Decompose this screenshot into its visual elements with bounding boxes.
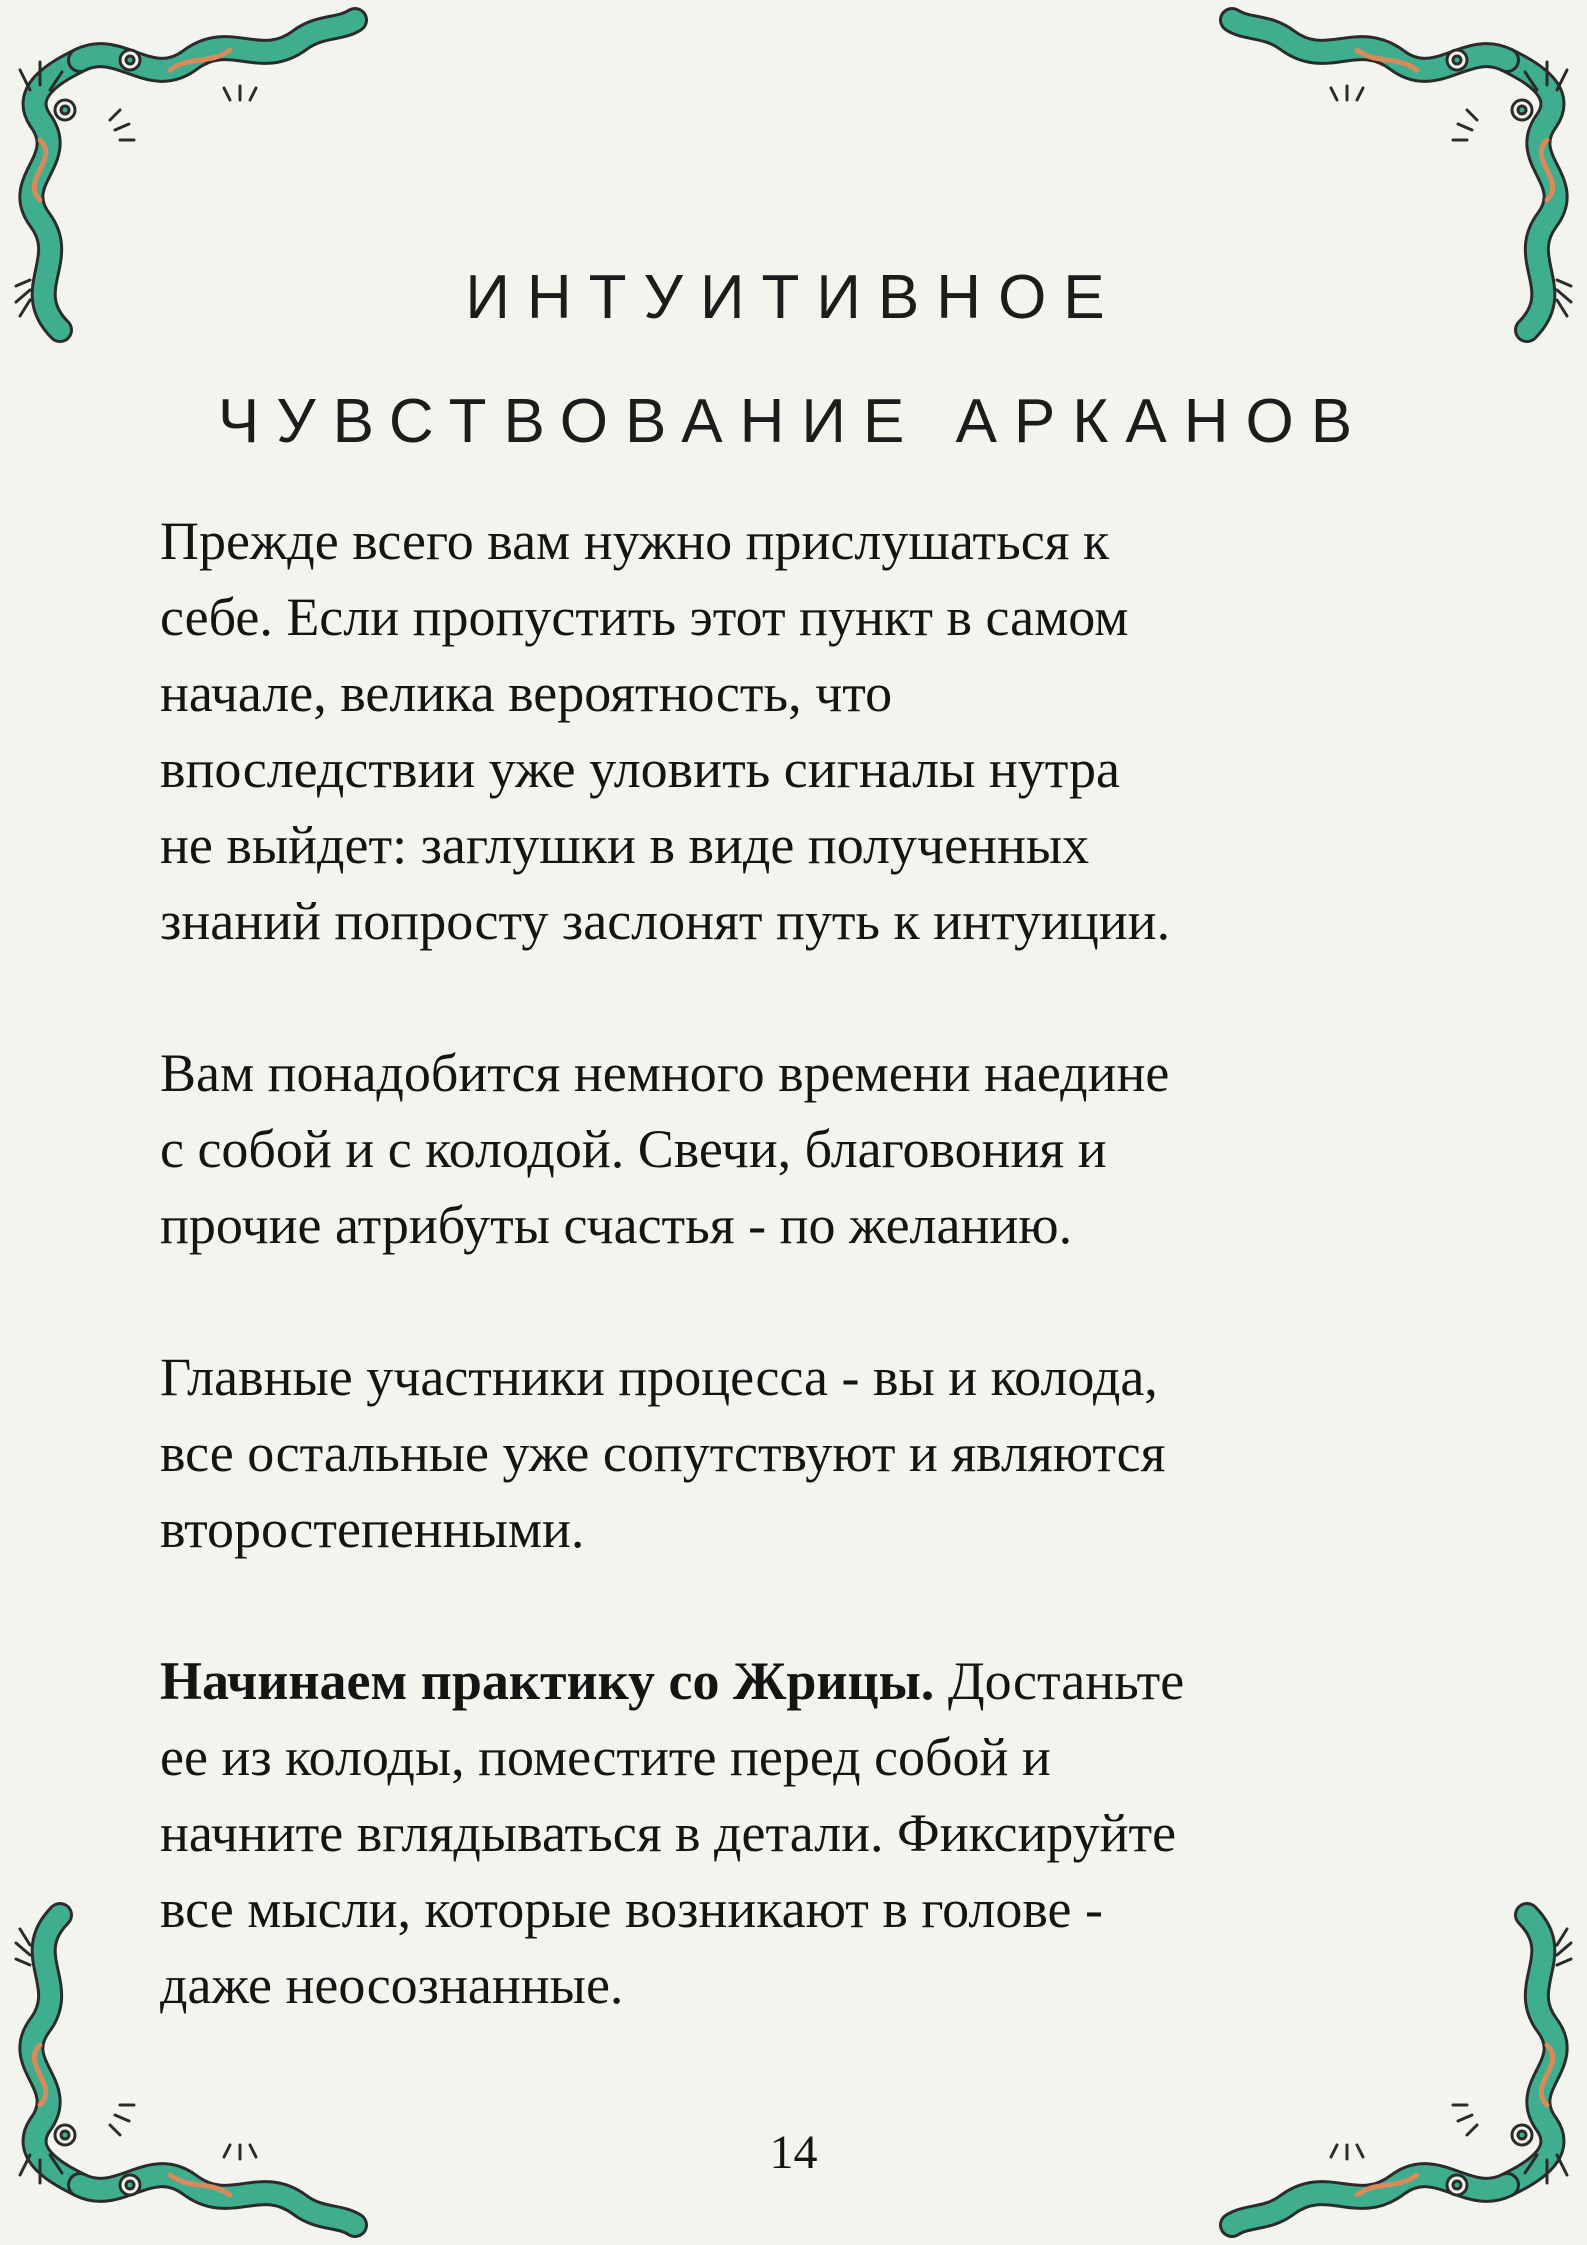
paragraph-1 [160, 503, 1460, 959]
paragraph-line: Главные участники процесса - вы и колода, [160, 1347, 1158, 1407]
paragraph-line: не выйдет: заглушки в виде полученных [160, 815, 1090, 875]
paragraph-line: начните вглядываться в детали. Фиксируйте [160, 1803, 1177, 1863]
paragraph-line: Прежде всего вам нужно прислушаться к [160, 511, 1110, 571]
paragraph-line: даже неосознанные. [160, 1955, 624, 2015]
page-title-line-1: ИНТУИТИВНОЕ [465, 263, 1122, 332]
paragraph-2 [160, 1035, 1460, 1263]
paragraph-4 [160, 1643, 1460, 2023]
paragraph-line: второстепенными. [160, 1499, 585, 1559]
paragraph-line: ее из колоды, поместите перед собой и [160, 1727, 1051, 1787]
page-title-line-2: ЧУВСТВОВАНИЕ АРКАНОВ [217, 387, 1370, 456]
paragraph-line [160, 1643, 1460, 1719]
body-text [160, 503, 1460, 2099]
paragraph-line: себе. Если пропустить этот пункт в самом [160, 587, 1129, 647]
paragraph-line: впоследствии уже уловить сигналы нутра [160, 739, 1121, 799]
paragraph-line: начале, велика вероятность, что [160, 663, 893, 723]
paragraph-line: прочие атрибуты счастья - по желанию. [160, 1195, 1073, 1255]
paragraph-line: знаний попросту заслонят путь к интуиции. [160, 891, 1171, 951]
paragraph-line: Вам понадобится немного времени наедине [160, 1043, 1170, 1103]
paragraph-3 [160, 1339, 1460, 1567]
bold-lead-text: Начинаем практику со Жрицы. [160, 1651, 935, 1711]
paragraph-line: все мысли, которые возникают в голове - [160, 1879, 1103, 1939]
paragraph-line: все остальные уже сопутствуют и являются [160, 1423, 1166, 1483]
page-title [0, 236, 1587, 484]
page-number: 14 [769, 2126, 818, 2179]
paragraph-text: Достаньте [934, 1651, 1185, 1711]
paragraph-line: с собой и с колодой. Свечи, благовония и [160, 1119, 1107, 1179]
